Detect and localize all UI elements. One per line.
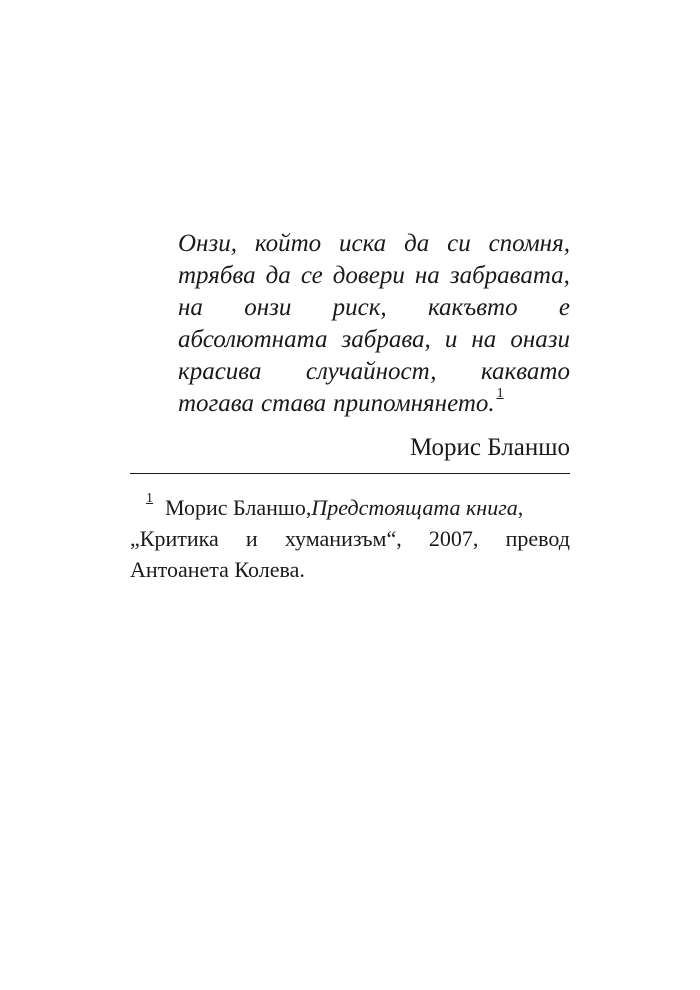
footnote-line <box>130 492 570 523</box>
epigraph-word: Онзи, <box>178 230 237 257</box>
footnote-author: Морис Бланшо, <box>165 495 312 520</box>
epigraph-word: иска <box>339 230 387 257</box>
epigraph-word: който <box>254 230 322 257</box>
epigraph-line <box>178 292 570 324</box>
epigraph-word: припомнянето. <box>333 390 495 417</box>
epigraph-word: е <box>558 294 570 321</box>
epigraph-attribution: Морис Бланшо <box>409 434 570 461</box>
epigraph-word: трябва <box>178 262 256 289</box>
footnote-line <box>130 554 570 585</box>
epigraph-word: да <box>265 262 291 289</box>
epigraph-word: спомня, <box>488 230 570 257</box>
epigraph-word: довери <box>332 262 405 289</box>
epigraph-word: да <box>404 230 430 257</box>
footnote-word: „Критика <box>130 526 219 551</box>
epigraph-word: на <box>178 294 203 321</box>
footnote <box>130 492 570 585</box>
epigraph-quote <box>178 228 570 420</box>
footnote-punctuation: , <box>517 495 524 520</box>
epigraph-word: на <box>414 262 440 289</box>
epigraph-line <box>178 228 570 260</box>
epigraph-word: забрава, <box>341 326 431 353</box>
epigraph-word: се <box>300 262 323 289</box>
footnote-translator: Антоанета Колева. <box>130 557 305 582</box>
epigraph-word: онази <box>510 326 570 353</box>
epigraph-word: какъвто <box>427 294 518 321</box>
footnote-word: превод <box>505 526 570 551</box>
footnote-separator <box>130 473 570 474</box>
epigraph-line <box>178 324 570 356</box>
footnote-book-title: Предстоящата книга <box>311 495 518 520</box>
epigraph-word: случайност, <box>305 358 437 385</box>
epigraph-line <box>178 388 570 420</box>
footnote-word: хуманизъм“, <box>284 526 402 551</box>
footnote-reference-link[interactable]: 1 <box>496 386 504 401</box>
epigraph-word: си <box>447 230 471 257</box>
footnote-number-link[interactable]: 1 <box>146 491 153 506</box>
epigraph-word: на <box>471 326 497 353</box>
epigraph-word: става <box>261 390 327 417</box>
epigraph-word: забравата, <box>449 262 570 289</box>
epigraph-word: абсолютната <box>178 326 328 353</box>
epigraph-word: риск, <box>332 294 387 321</box>
footnote-line <box>130 523 570 554</box>
epigraph-word: онзи <box>244 294 292 321</box>
epigraph-word: красива <box>178 358 262 385</box>
epigraph-word: каквато <box>480 358 570 385</box>
footnote-word: 2007, <box>428 526 479 551</box>
epigraph-word: тогава <box>178 390 254 417</box>
epigraph-line <box>178 260 570 292</box>
epigraph-word: и <box>444 326 458 353</box>
footnote-word: и <box>245 526 258 551</box>
epigraph-line <box>178 356 570 388</box>
